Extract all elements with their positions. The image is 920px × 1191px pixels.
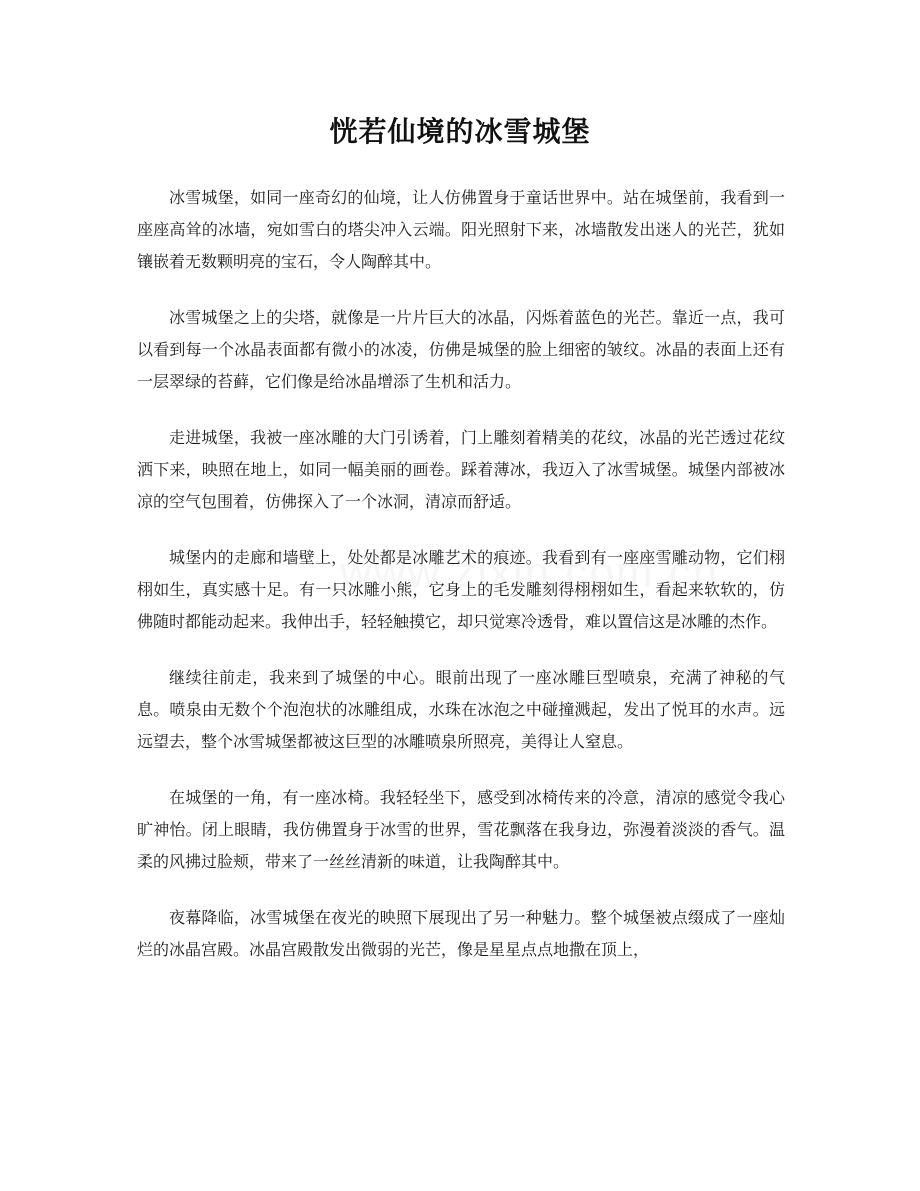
paragraph-3: 走进城堡，我被一座冰雕的大门引诱着，门上雕刻着精美的花纹，冰晶的光芒透过花纹洒下来，映照在地上，如同一幅美丽的画卷。踩着薄冰，我迈入了冰雪城堡。城堡内部被冰凉的空气包围着，仿佛探入了一个冰洞，清凉而舒适。 <box>137 428 785 511</box>
paragraph-7: 夜幕降临，冰雪城堡在夜光的映照下展现出了另一种魅力。整个城堡被点缀成了一座灿烂的冰晶宫殿。冰晶宫殿散发出微弱的光芒，像是星星点点地撒在顶上， <box>137 908 785 959</box>
page-title: 恍若仙境的冰雪城堡 <box>329 115 591 148</box>
paragraph-5: 继续往前走，我来到了城堡的中心。眼前出现了一座冰雕巨型喷泉，充满了神秘的气息。喷泉由无数个个泡泡状的冰雕组成，水珠在冰泡之中碰撞溅起，发出了悦耳的水声。远远望去，整个冰雪城堡都被这巨型的冰雕喷泉所照亮，美得让人窒息。 <box>137 668 785 751</box>
paragraph-6: 在城堡的一角，有一座冰椅。我轻轻坐下，感受到冰椅传来的冷意，清凉的感觉令我心旷神怡。闭上眼睛，我仿佛置身于冰雪的世界，雪花飘落在我身边，弥漫着淡淡的香气。温柔的风拂过脸颊，带来了一丝丝清新的味道，让我陶醉其中。 <box>137 788 785 871</box>
article-body <box>137 182 785 990</box>
paragraph-4: 城堡内的走廊和墙壁上，处处都是冰雕艺术的痕迹。我看到有一座座雪雕动物，它们栩栩如生，真实感十足。有一只冰雕小熊，它身上的毛发雕刻得栩栩如生，看起来软软的，仿佛随时都能动起来。我伸出手，轻轻触摸它，却只觉寒冷透骨，难以置信这是冰雕的杰作。 <box>137 548 785 631</box>
paragraph-1: 冰雪城堡，如同一座奇幻的仙境，让人仿佛置身于童话世界中。站在城堡前，我看到一座座高耸的冰墙，宛如雪白的塔尖冲入云端。阳光照射下来，冰墙散发出迷人的光芒，犹如镶嵌着无数颗明亮的宝石，令人陶醉其中。 <box>137 188 785 271</box>
paragraph-2: 冰雪城堡之上的尖塔，就像是一片片巨大的冰晶，闪烁着蓝色的光芒。靠近一点，我可以看到每一个冰晶表面都有微小的冰凌，仿佛是城堡的脸上细密的皱纹。冰晶的表面上还有一层翠绿的苔藓，它们像是给冰晶增添了生机和活力。 <box>137 308 785 391</box>
